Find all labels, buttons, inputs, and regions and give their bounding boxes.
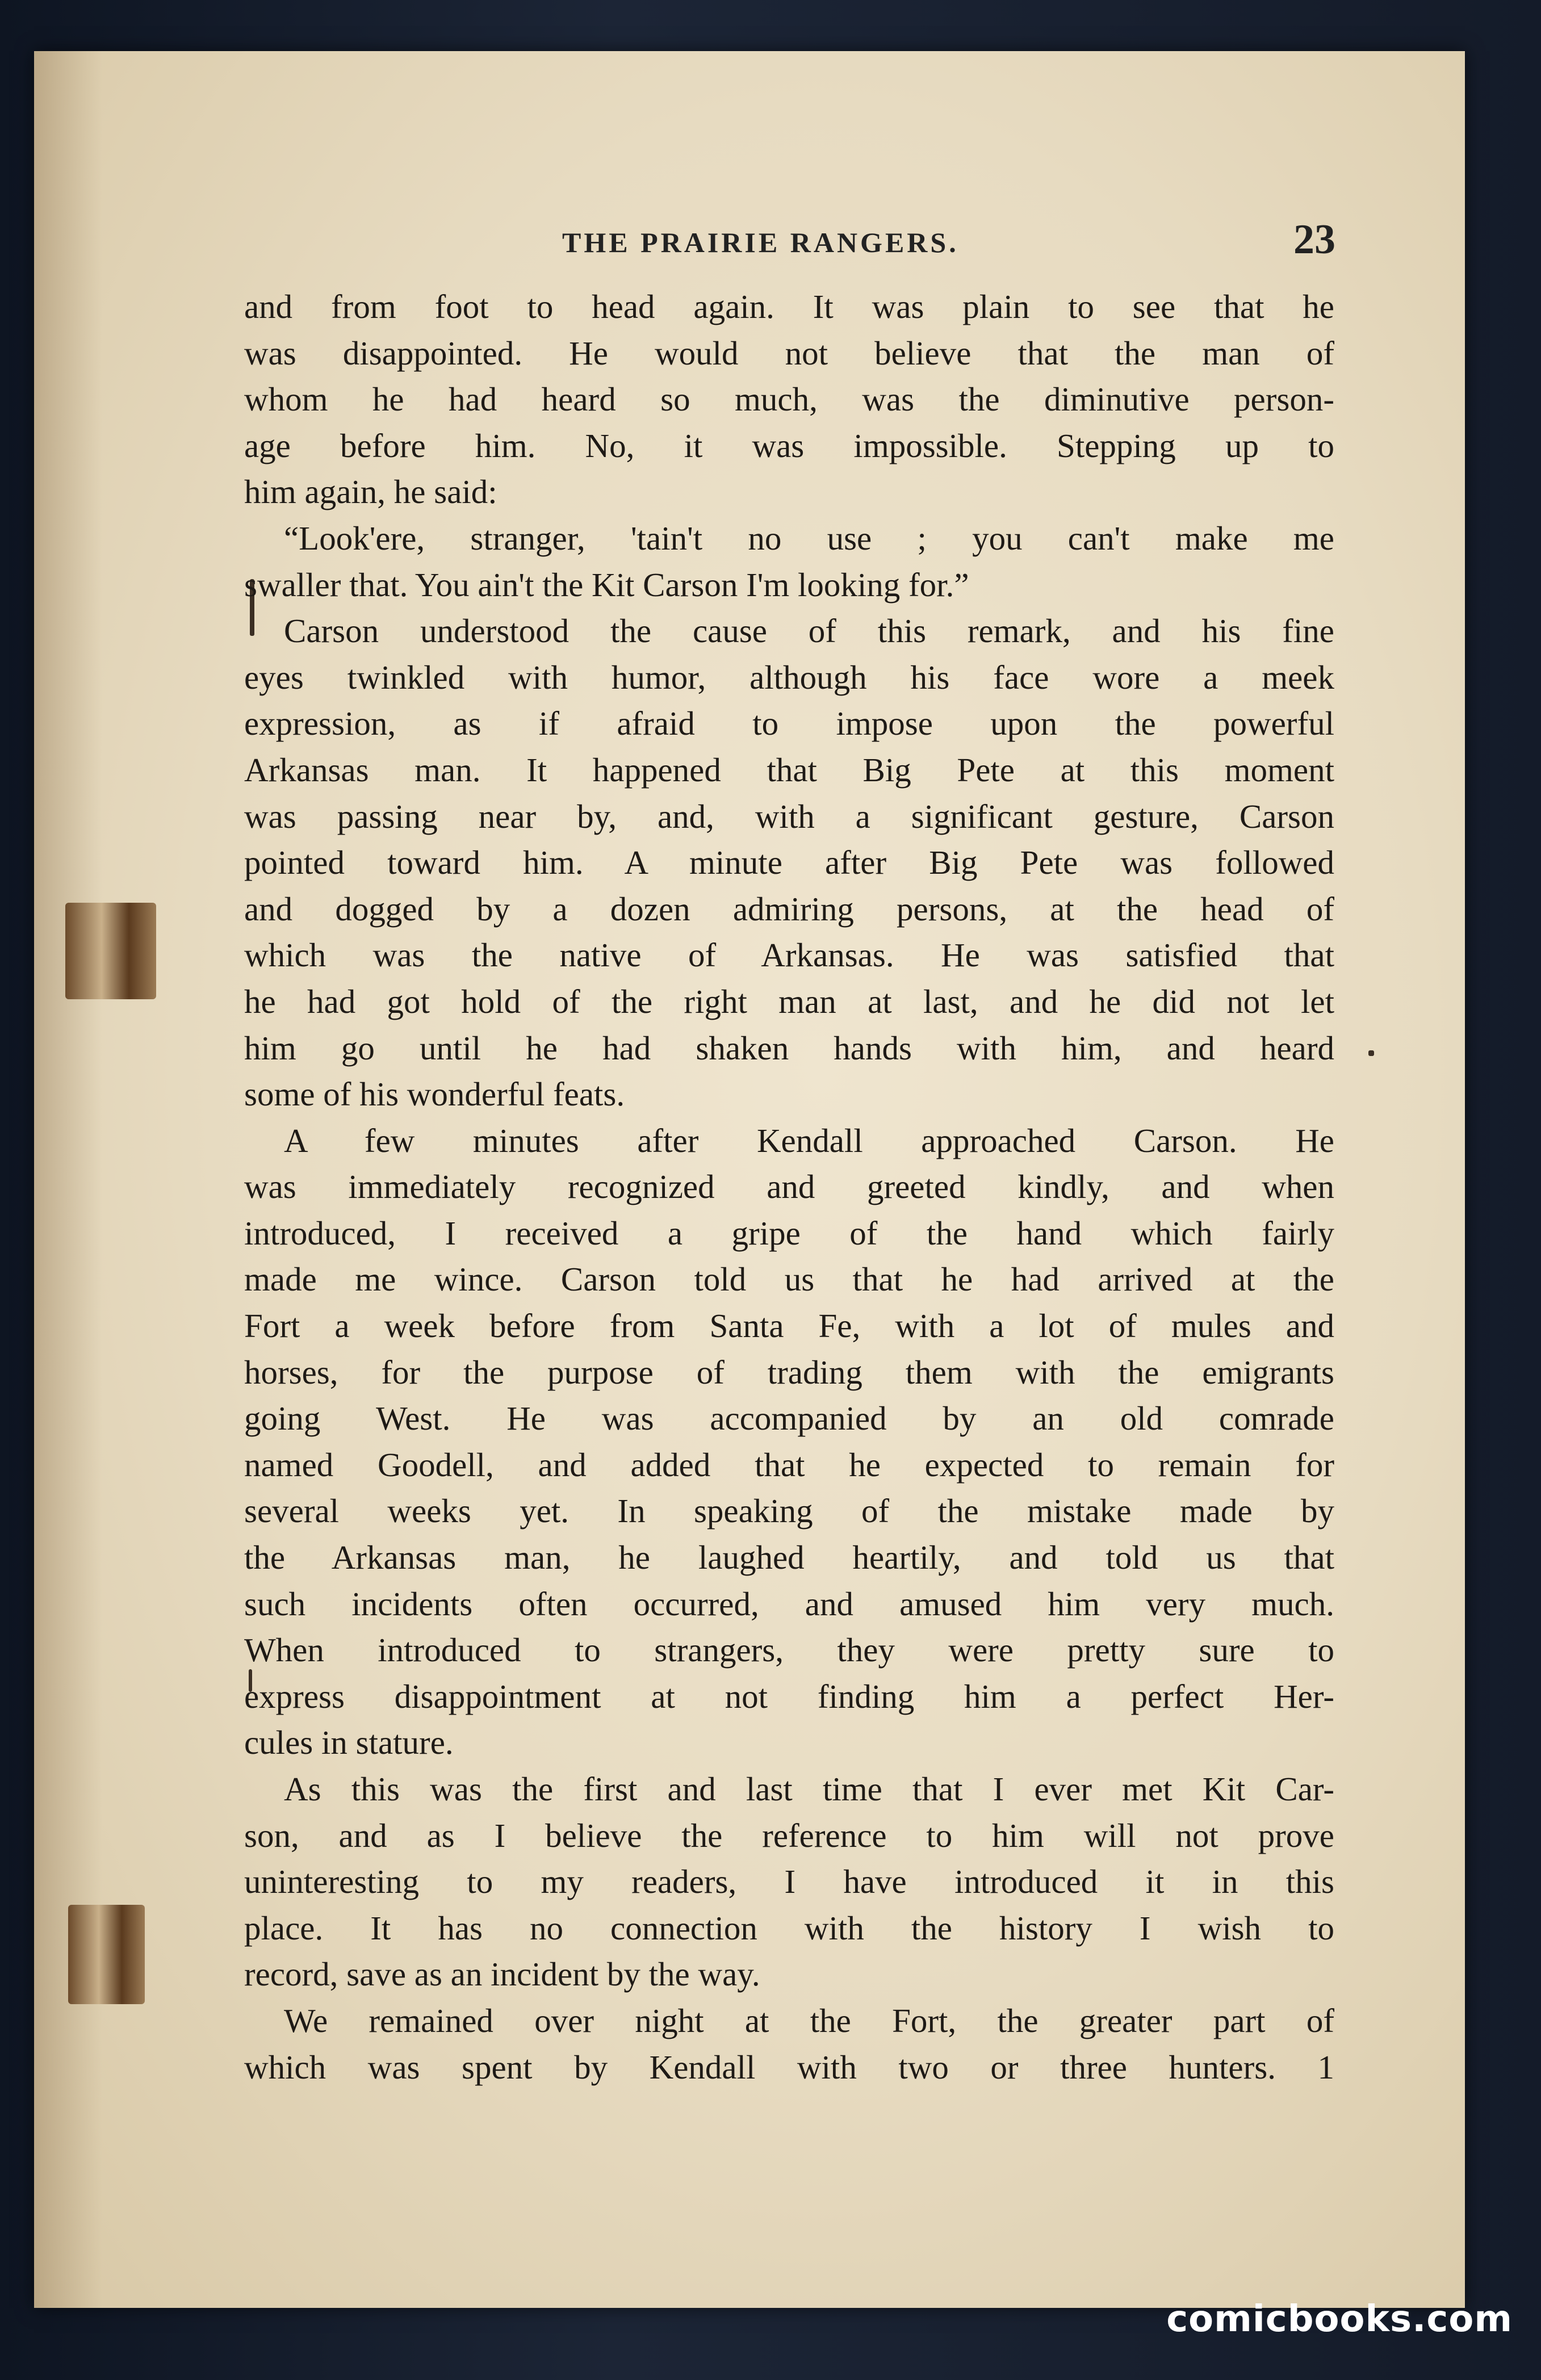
binding-staple-upper — [65, 903, 156, 999]
text-line: cules in stature. — [244, 1724, 454, 1762]
text-line: which was spent by Kendall with two or three hunters. 1 — [244, 2048, 1334, 2086]
text-line: whom he had heard so much, was the diminutive person- — [244, 380, 1334, 418]
text-line: swaller that. You ain't the Kit Carson I'm looking for.” — [244, 565, 969, 604]
text-line: A few minutes after Kendall approached Carson. He — [284, 1121, 1334, 1159]
text-line: Arkansas man. It happened that Big Pete at this moment — [244, 751, 1334, 789]
text-line: some of his wonderful feats. — [244, 1075, 625, 1113]
text-line: introduced, I received a gripe of the hand which fairly — [244, 1214, 1334, 1252]
text-line: Fort a week before from Santa Fe, with a lot of mules and — [244, 1307, 1334, 1345]
text-line: such incidents often occurred, and amused him very much. — [244, 1585, 1334, 1623]
text-line: horses, for the purpose of trading them with the emigrants — [244, 1353, 1334, 1391]
running-title: THE PRAIRIE RANGERS. — [562, 227, 959, 258]
text-line: going West. He was accompanied by an old comrade — [244, 1399, 1334, 1438]
text-line: and dogged by a dozen admiring persons, at the head of — [244, 890, 1334, 928]
running-head — [227, 216, 1340, 278]
text-line: When introduced to strangers, they were pretty sure to — [244, 1631, 1334, 1669]
text-line: We remained over night at the Fort, the greater part of — [284, 2001, 1334, 2039]
text-line: he had got hold of the right man at last, and he did not let — [244, 982, 1334, 1020]
text-line: named Goodell, and added that he expected to remain for — [244, 1445, 1334, 1484]
text-line: him again, he said: — [244, 473, 497, 511]
text-line: place. It has no connection with the history I wish to — [244, 1909, 1334, 1947]
text-line: expression, as if afraid to impose upon the powerful — [244, 705, 1334, 743]
body-text — [244, 284, 1334, 2090]
site-watermark: comicbooks.com — [1166, 2298, 1513, 2340]
text-line: him go until he had shaken hands with him, and heard — [244, 1029, 1334, 1067]
page-number: 23 — [1293, 216, 1335, 263]
text-line: made me wince. Carson told us that he had arrived at the — [244, 1260, 1334, 1298]
binding-staple-lower — [68, 1905, 145, 2004]
text-line: “Look'ere, stranger, 'tain't no use ; you can't make me — [284, 519, 1334, 557]
text-line: uninteresting to my readers, I have introduced it in this — [244, 1863, 1334, 1901]
text-line: several weeks yet. In speaking of the mistake made by — [244, 1492, 1334, 1530]
text-line: As this was the first and last time that I ever met Kit Car- — [284, 1770, 1334, 1808]
text-line: and from foot to head again. It was plain to see that he — [244, 288, 1334, 325]
text-line: which was the native of Arkansas. He was satisfied that — [244, 936, 1334, 974]
text-line: record, save as an incident by the way. — [244, 1955, 760, 1993]
ink-speck — [1368, 1050, 1374, 1056]
text-line: son, and as I believe the reference to him will not prove — [244, 1816, 1334, 1854]
text-line: was disappointed. He would not believe that the man of — [244, 334, 1334, 372]
text-line: Carson understood the cause of this remark, and his fine — [284, 612, 1334, 650]
text-line: the Arkansas man, he laughed heartily, and told us that — [244, 1539, 1334, 1577]
text-line: was passing near by, and, with a significant gesture, Carson — [244, 797, 1334, 835]
text-line: pointed toward him. A minute after Big Pete was followed — [244, 844, 1334, 882]
text-line: eyes twinkled with humor, although his face wore a meek — [244, 658, 1334, 696]
text-line: age before him. No, it was impossible. Stepping up to — [244, 426, 1334, 464]
text-line: was immediately recognized and greeted kindly, and when — [244, 1168, 1334, 1206]
text-line: express disappointment at not finding him a perfect Her- — [244, 1677, 1334, 1715]
